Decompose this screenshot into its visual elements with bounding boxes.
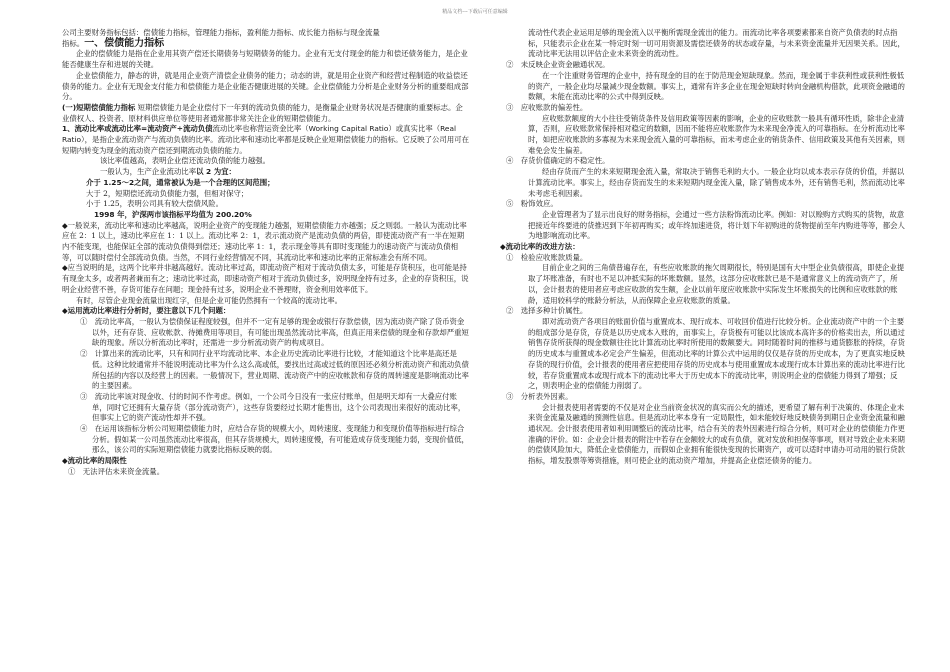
paragraph-text: ◆应当说明的是，这两个比率并非越高越好。流动比率过高，即流动资产相对于流动负债太多，可能是存货积压，也可能是持有现金太多，或者两者兼而有之；速动比率过高，即速动资产相对于流动负债过多，说明现金持有过多，企业的存货积压，说明企业经营不善，存货可能存在问题；现金持有过多，说明企业不善理财，资金利用效率低下。 <box>62 263 469 294</box>
left-paragraph <box>62 103 470 124</box>
right-paragraph <box>500 317 908 392</box>
paragraph-extra: 以 2 为宜： <box>196 167 236 177</box>
paragraph-text: ③ 流动比率该对现金收、付的时间不作考虑。例如，一个公司今日没有一张应付账单，但是明天却有一大叠应付账单，同时它还拥有大量存货（部分流动资产），这些存货要经过长期才能售出，这个公司表现出来很好的流动比率，但事实上它的资产流动性却并不强。 <box>80 391 466 423</box>
left-paragraph <box>62 467 470 478</box>
paragraph-text: ② 计算出来的流动比率，只有和同行业平均流动比率、本企业历史流动比率进行比较，才能知道这个比率是高还是低。这种比较通常并不能说明流动比率为什么这么高或低，要找出过高或过低的原因还必须分析流动资产和流动负债所包括的内容以及经营上的因素。一般情况下，营业周期、流动资产中的应收帐款和存货的周转速度是影响流动比率的主要因素。 <box>80 349 469 391</box>
page-header: 精品文档---下载后可任意编辑 <box>442 9 508 15</box>
left-paragraph <box>62 317 470 349</box>
paragraph-text: 1、流动比率或流动比率=流动资产÷流动负债 <box>62 124 213 134</box>
right-paragraph <box>500 167 908 199</box>
paragraph-text: ◆流动比率的局限性 <box>62 456 127 466</box>
right-paragraph <box>500 392 908 403</box>
paragraph-text: ◆流动比率的改进方法： <box>500 242 580 252</box>
paragraph-text: 在一个注重财务管理的企业中，持有现金的目的在于防范现金短缺现象。然而，现金属于非获利性或获利性极低的资产，一般企业均尽量减少现金数额。事实上，通常有许多企业在现金短缺时转向金融机构借款，此项资金融通的数额，未能在流动比率的公式中得到反映。 <box>528 70 905 102</box>
paragraph-text: (一)短期偿债能力指标 <box>62 102 136 112</box>
paragraph-text: ④ 存货价值确定的不稳定性。 <box>506 156 610 166</box>
left-paragraph <box>86 156 470 167</box>
paragraph-text: ⑤ 粉饰效应。 <box>506 199 558 209</box>
paragraph-text: 有时，尽管企业现金流量出现红字，但是企业可能仍然拥有一个较高的流动比率。 <box>76 295 343 305</box>
left-paragraph <box>86 167 470 178</box>
paragraph-text: 指标。 <box>62 38 85 48</box>
right-paragraph <box>500 306 908 317</box>
left-paragraph <box>62 71 470 103</box>
right-paragraph <box>500 210 908 242</box>
left-paragraph <box>62 296 470 307</box>
right-column <box>500 28 908 467</box>
paragraph-text: 企业偿债能力，静态的讲，就是用企业资产清偿企业债务的能力；动态的讲，就是用企业资产和经营过程制造的收益偿还债务的能力。企业有无现金支付能力和偿债能力是企业能否健康进展的关键。企业偿债能力分析是企业财务分析的重要组成部分。 <box>62 70 469 102</box>
left-paragraph <box>94 210 470 221</box>
left-column <box>62 28 470 478</box>
right-paragraph <box>500 403 908 467</box>
left-paragraph <box>62 49 470 70</box>
paragraph-text: ◆运用流动比率进行分析时，要注意以下几个问题： <box>62 306 231 316</box>
paragraph-text: ① 检验应收账款质量。 <box>506 252 588 262</box>
left-paragraph <box>62 306 470 317</box>
right-paragraph <box>500 28 908 60</box>
left-paragraph <box>62 424 470 456</box>
paragraph-text: 小于 1.25，表明公司具有较大偿债风险。 <box>86 199 224 209</box>
right-paragraph <box>500 103 908 114</box>
left-paragraph <box>86 199 470 210</box>
left-paragraph <box>62 456 470 467</box>
paragraph-text: 1998 年，沪深两市该指标平均值为 200.20% <box>94 209 252 219</box>
paragraph-text: 公司主要财务指标包括：偿债能力指标，管理能力指标，盈利能力指标、成长能力指标与现金流量 <box>62 28 380 37</box>
paragraph-text: 会计报表使用者需要的不仅是对企业当前资金状况的真实而公允的描述，更希望了解有利于决策的、体现企业未来资金流量及融通的预测性信息。但是流动比率本身有一定局限性，如未能较好地反映债务到期日企业资金流量和融通状况。会计报表使用者如利用调整后的流动比率，结合有关的表外因素进行综合分析，则可对企业的偿债能力作更准确的评价。如：企业会计报表的附注中若存在金额较大的或有负债，就对发放和担保等事项，则对导致企业未来期的偿债风险加大，降低企业偿债能力，而假如企业拥有能很快变现的长期资产，或可以适时申请办可动用的银行贷款指标，增发股票等筹资措施，则可使企业的流动资产增加，并提高企业偿还债务的能力。 <box>528 402 905 466</box>
paragraph-text: 该比率值越高，表明企业偿还流动负债的能力越强。 <box>100 156 270 166</box>
left-paragraph <box>86 178 470 189</box>
paragraph-text: ◆一般说来，流动比率和速动比率越高，说明企业资产的变现能力越强，短期偿债能力亦越强；反之则弱。一般认为流动比率应在 2：1 以上，速动比率应在 1：1 以上。流动比率 2：1，表示流动资产是流动负债的两倍，即使流动资产有一半在短期内不能变现，也能保证全部的流动负债得到偿还；速动比率 1：1，表示现金等具有即时变现能力的速动资产与流动负债相等，可以随时偿付全部流动负债。当然，不同行业经营情况不同，其流动比率和速动比率的正常标准会有所不同。 <box>62 220 467 262</box>
left-paragraph <box>62 124 470 156</box>
left-paragraph <box>62 263 470 295</box>
paragraph-text: ③ 应收账款的偏差性。 <box>506 102 588 112</box>
paragraph-text: 应收账款额度的大小往往受销货条件及信用政策等因素的影响，企业的应收账款一般具有循环性质，除非企业清算，否则，应收账款常保持相对稳定的数额，因而不能将应收账款作为未来现金净流入的可靠指标。在分析流动比率时，如把应收账款的多寡视为未来现金流入量的可靠指标，而未考虑企业的销货条件、信用政策及其他有关因素，则难免会发生偏差。 <box>528 113 905 155</box>
paragraph-extra: 短期偿债能力是企业偿付下一年到的流动负债的能力，是衡量企业财务状况是否健康的重要标志。企业债权人、投资者、原材料供应单位等使用者通常都非常关注企业的短期偿债能力。 <box>62 102 463 123</box>
right-paragraph <box>500 253 908 264</box>
paragraph-text: 大于 2，短期偿还流动负债能力强，但相对保守； <box>86 188 249 198</box>
paragraph-extra: 流动比率也称营运资金比率（Working Capital Ratio）或真实比率（Real Ratio），是指企业流动资产与流动负债的比率。流动比率和速动比率都是反映企业短期偿债能力的指标。它反映了公司用可在短期内转变为现金的流动资产偿还到期流动负债的能力。 <box>62 124 469 155</box>
paragraph-text: ② 选择多种计价属性。 <box>506 306 588 316</box>
right-paragraph <box>500 199 908 210</box>
paragraph-text: 介于 1.25～2之间，通常被认为是一个合理的区间范围； <box>86 177 275 187</box>
right-paragraph <box>500 263 908 306</box>
paragraph-text: ③ 分析表外因素。 <box>506 391 573 401</box>
paragraph-text: ② 未反映企业资金融通状况。 <box>506 60 610 70</box>
paragraph-text: ① 无法评估未来资金流量。 <box>68 466 165 476</box>
paragraph-text: 企业的偿债能力是指在企业用其资产偿还长期债务与短期债务的能力。企业有无支付现金的能力和偿还债务能力，是企业能否健康生存和进展的关键。 <box>62 49 468 70</box>
section-heading: 一、偿债能力指标 <box>84 37 165 49</box>
paragraph-text: ① 流动比率高，一般认为偿债保证程度较强，但并不一定有足够的现金或银行存款偿债，因为流动资产除了货币资金以外，还有存货、应收帐款、待摊费用等项目，有可能出现虽然流动比率高，但真正用来偿债的现金和存款却严重短缺的现象。所以分析流动比率时，还需进一步分析流动资产的构成项目。 <box>80 316 469 348</box>
right-paragraph <box>500 60 908 71</box>
paragraph-text: 一般认为，生产企业流动比率 <box>100 167 197 177</box>
right-paragraph <box>500 114 908 157</box>
paragraph-text: 即对流动资产各项目的账面价值与重置成本、现行成本、可收回价值进行比较分析。企业流动资产中的一个主要的组成部分是存货，存货是以历史成本入账的，而事实上，存货极有可能以比该成本高许多的价格卖出去，所以通过销售存货所获得的现金数额往往比计算流动比率时所使用的数额要大。同时随着时间的推移与通货膨胀的持续，存货的历史成本与重置成本必定会产生偏差，但流动比率的计算公式中运用的仅仅是存货的历史成本，为了更真实地反映存货的现行价值，会计报表的使用者应把使用存货的历史成本与使用重置成本或现行成本计算出来的流动比率进行比较，若存货重置成本或现行成本下的流动比率大于历史成本下的流动比率，则说明企业的偿债能力得到了增强；反之，则表明企业的偿债能力削弱了。 <box>528 316 905 391</box>
left-paragraph <box>62 39 470 50</box>
left-paragraph <box>86 189 470 200</box>
right-paragraph <box>500 156 908 167</box>
left-paragraph <box>62 392 470 424</box>
right-paragraph <box>500 242 908 253</box>
paragraph-text: 流动性代表企业运用足够的现金流入以平衡所需现金流出的能力。而流动比率各项要素都来自资产负债表的时点指标，只能表示企业在某一特定时刻一切可用资源及需偿还债务的状态或存量，与未来资金流量并无因果关系。因此，流动比率无法用以评估企业未来资金的流动性。 <box>528 28 905 59</box>
paragraph-text: 企业管理者为了显示出良好的财务指标，会通过一些方法粉饰流动比率。例如：对以赊购方式购买的货物，故意把接近年终要进的货推迟到下年初再购买；或年终加速进货，将计划下年初购进的货物提前至年内购进等等，都会人为地影响流动比率。 <box>528 209 905 241</box>
left-paragraph <box>62 349 470 392</box>
paragraph-text: 经由存货而产生的未来短期现金流入量，常取决于销售毛利的大小。一般企业均以成本表示存货的价值，并据以计算流动比率。事实上，经由存货而发生的未来短期内现金流入量，除了销售成本外，还有销售毛利，然而流动比率未考虑毛利因素。 <box>528 167 905 198</box>
paragraph-text: ④ 在运用该指标分析公司短期偿债能力时，应结合存货的规模大小，周转速度、变现能力和变现价值等指标进行综合分析。假如某一公司虽然流动比率很高，但其存货规模大，周转速度慢，有可能造成存货变现能力弱，变现价值低，那么，该公司的实际短期偿债能力就要比指标反映的弱。 <box>80 424 469 455</box>
left-paragraph <box>62 221 470 264</box>
right-paragraph <box>500 71 908 103</box>
paragraph-text: 目前企业之间的三角债普遍存在，有些应收账款的拖欠周期很长，特别是国有大中型企业负债很高，即使企业提取了坏账准备，有时也不足以冲抵实际的坏账数额。显然，这部分应收账款已是不是通常意义上的流动资产了，所以，会计报表的使用者应考虑应收款的发生额，企业以前年度应收账款中实际发生坏账损失的比例和应收账款的账龄，适用较科学的账龄分析法，从而保障企业应收账款的质量。 <box>528 263 905 305</box>
